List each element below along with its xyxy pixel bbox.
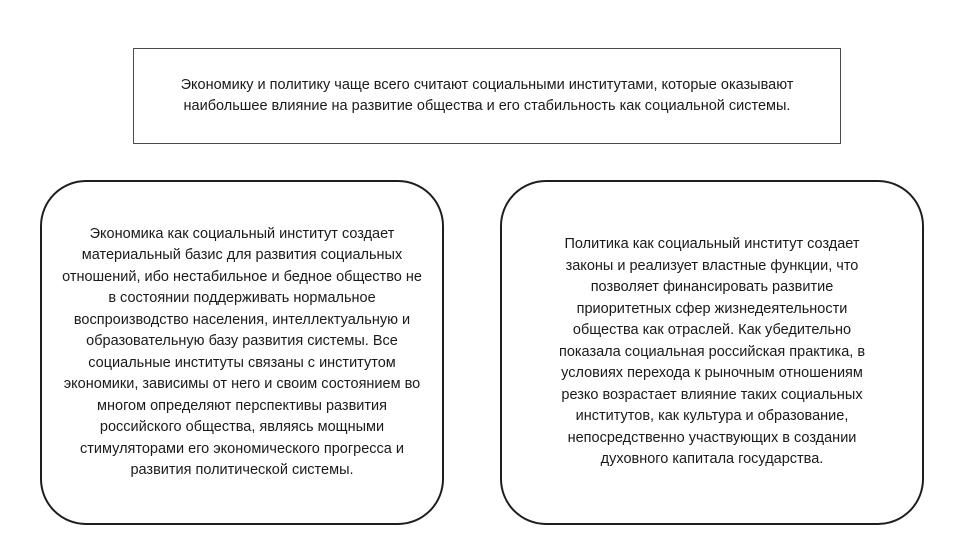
politics-text: Политика как социальный институт создает законы и реализует властные функции, что позволяет финансировать развитие приоритетных сфер жизнедеятельности общества как отраслей. Как убедительно показала социальная российская практика, в условиях перехода к рыночным отношениям резко возрастает влияние таких социальных институтов, как культура и образование, непосредственно участвующих в создании духовного капитала государства. <box>558 236 866 468</box>
economy-card <box>40 180 444 525</box>
politics-card <box>500 180 924 525</box>
intro-text: Экономику и политику чаще всего считают социальными институтами, которые оказывают наибольшее влияние на развитие общества и его стабильность как социальной системы. <box>180 77 794 114</box>
intro-box <box>133 48 841 144</box>
economy-text: Экономика как социальный институт создает материальный базис для развития социальных отношений, ибо нестабильное и бедное общество не в состоянии поддерживать нормальное воспроизводство населения, интеллектуальную и образовательную базу развития системы. Все социальные институты связаны с институтом экономики, зависимы от него и своим состоянием во многом определяют перспективы развития российского общества, являясь мощными стимуляторами его экономического прогресса и развития политической системы. <box>62 225 422 478</box>
